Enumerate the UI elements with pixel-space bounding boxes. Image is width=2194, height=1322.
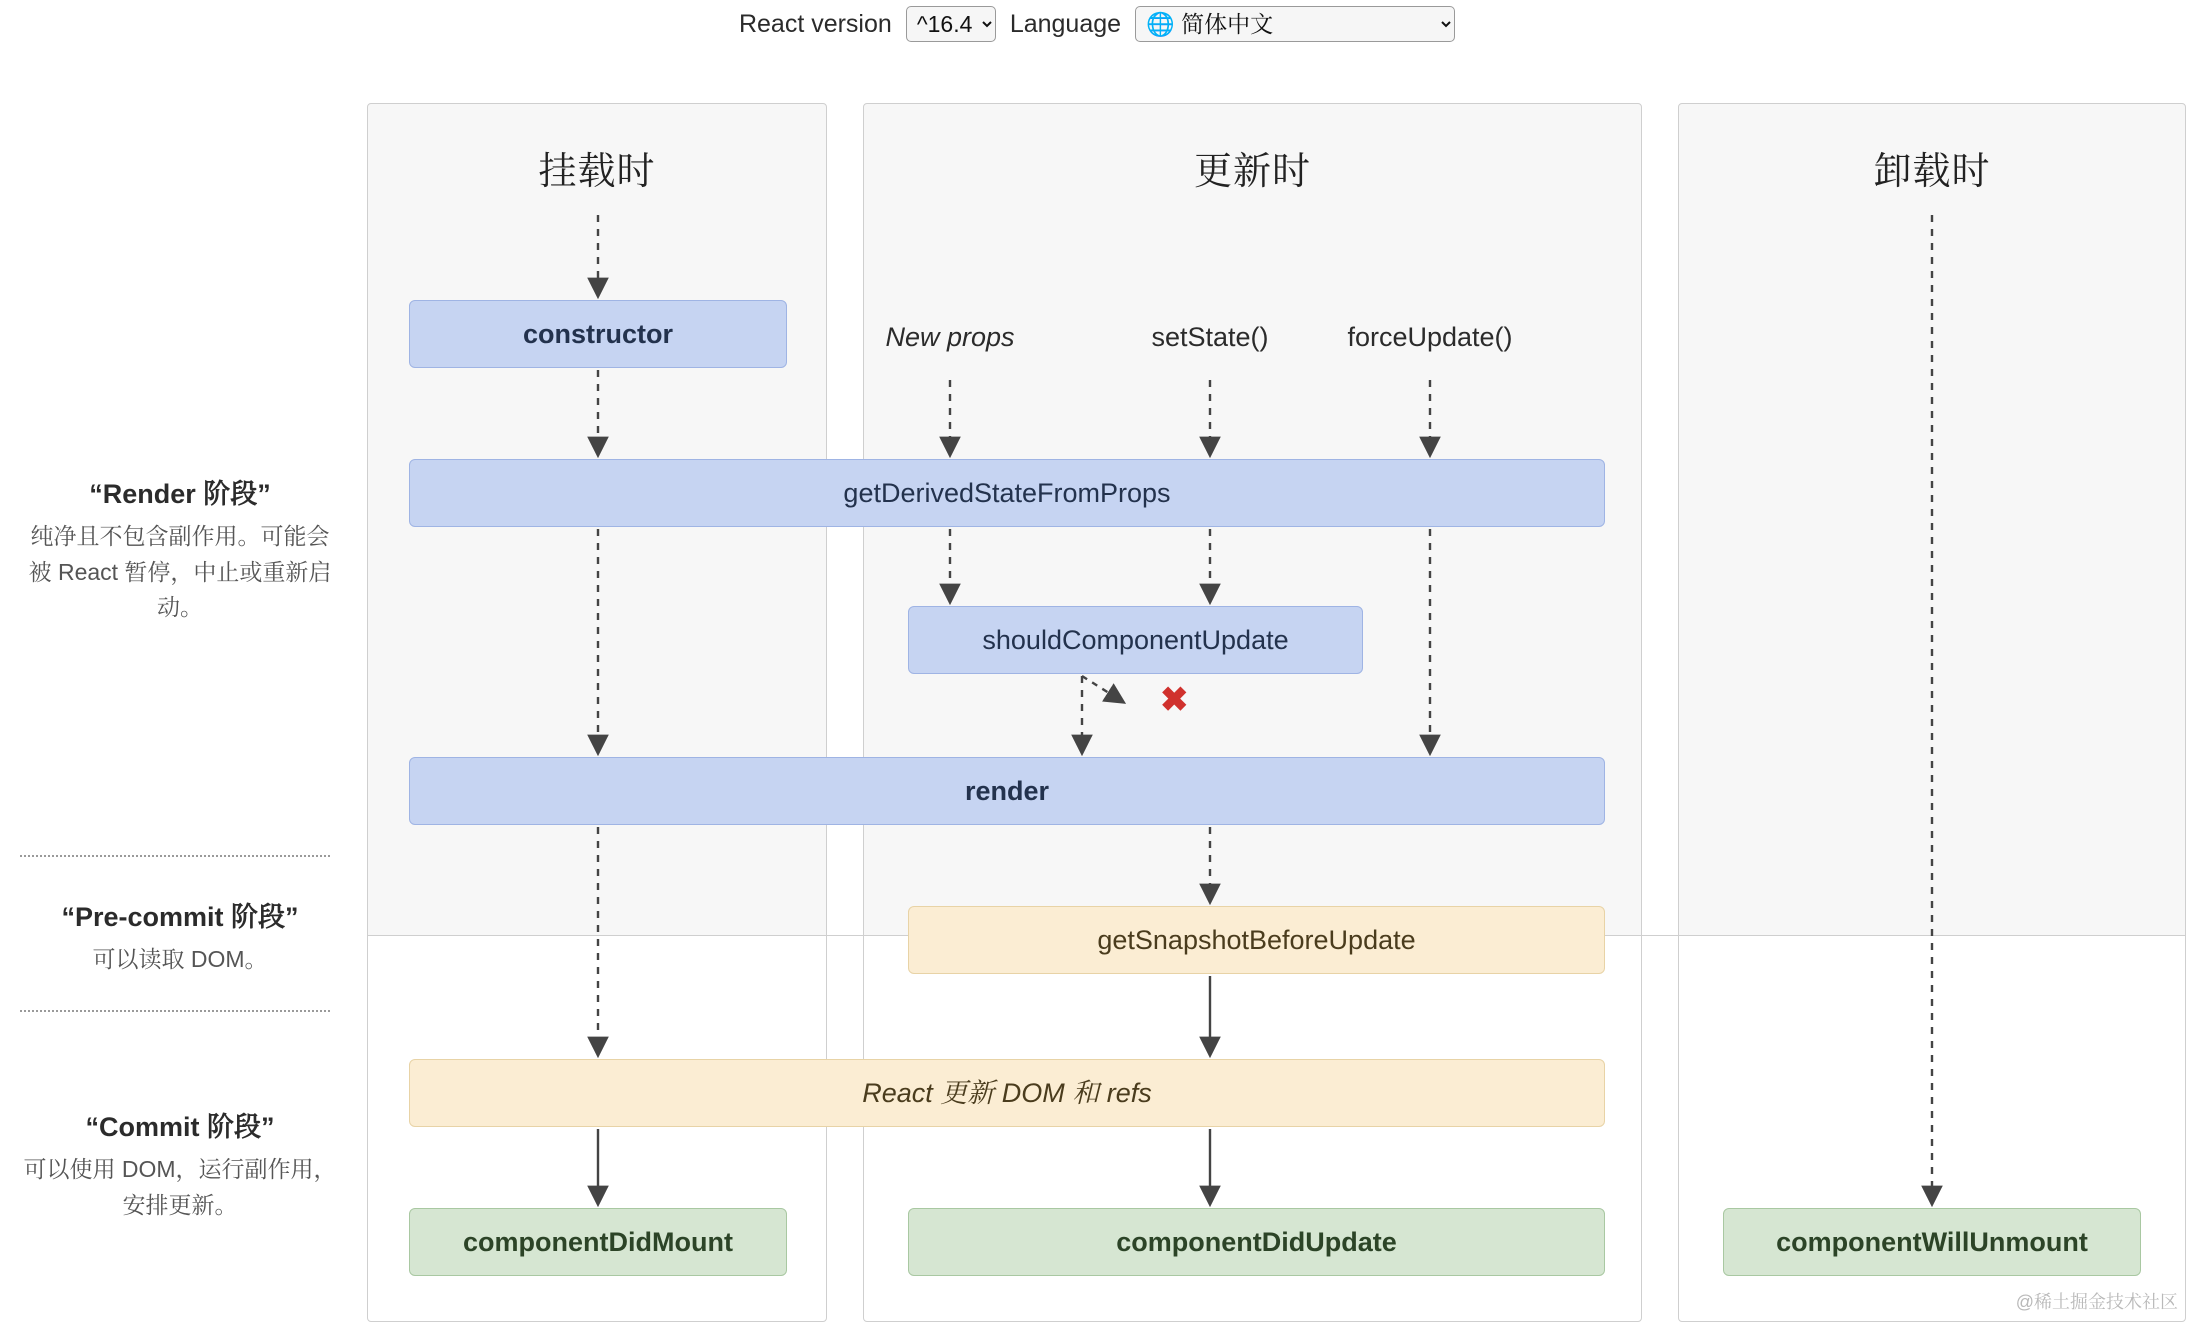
box-get-derived-state-from-props[interactable]: getDerivedStateFromProps	[409, 459, 1605, 527]
column-mount	[367, 103, 827, 1322]
legend-precommit-phase-title: “Pre-commit 阶段”	[61, 902, 299, 932]
react-version-label: React version	[738, 9, 892, 38]
box-should-component-update[interactable]: shouldComponentUpdate	[908, 606, 1363, 674]
box-get-snapshot-before-update[interactable]: getSnapshotBeforeUpdate	[908, 906, 1605, 974]
box-react-updates-dom: React 更新 DOM 和 refs	[409, 1059, 1605, 1127]
legend-render-phase-text: 纯净且不包含副作用。可能会被 React 暂停，中止或重新启动。	[28, 523, 332, 621]
legend-divider-2	[20, 1010, 330, 1012]
trigger-set-state: setState()	[1151, 322, 1269, 352]
legend-commit-phase-text: 可以使用 DOM，运行副作用，安排更新。	[23, 1156, 337, 1218]
box-constructor[interactable]: constructor	[409, 300, 787, 368]
box-component-will-unmount[interactable]: componentWillUnmount	[1723, 1208, 2141, 1276]
column-title-unmount: 卸载时	[1873, 151, 1991, 193]
legend-divider-1	[20, 855, 330, 857]
legend-commit-phase-title: “Commit 阶段”	[85, 1112, 275, 1142]
box-component-did-mount[interactable]: componentDidMount	[409, 1208, 787, 1276]
box-render[interactable]: render	[409, 757, 1605, 825]
skip-render-x-icon: ✖	[1160, 681, 1189, 719]
column-unmount	[1678, 103, 2186, 1322]
box-component-did-update[interactable]: componentDidUpdate	[908, 1208, 1605, 1276]
watermark: @稀土掘金技术社区	[2015, 1292, 2178, 1312]
legend-precommit-phase-text: 可以读取 DOM。	[92, 946, 268, 972]
column-update	[863, 103, 1642, 1322]
language-label: Language	[1009, 9, 1122, 38]
trigger-new-props: New props	[885, 322, 1015, 352]
column-title-mount: 挂载时	[538, 151, 656, 193]
trigger-force-update: forceUpdate()	[1347, 322, 1513, 352]
legend-render-phase-title: “Render 阶段”	[89, 479, 271, 509]
column-title-update: 更新时	[1193, 151, 1311, 193]
